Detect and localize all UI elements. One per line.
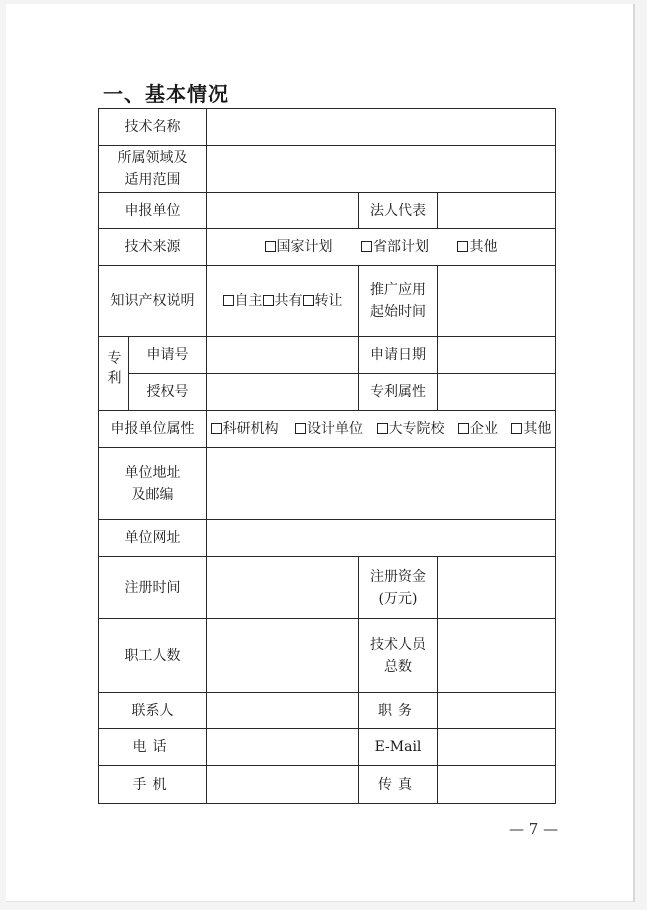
- label-tech-name: 技术名称: [99, 109, 207, 146]
- field-contact[interactable]: [207, 693, 359, 729]
- field-fax[interactable]: [438, 766, 556, 804]
- checkbox-enterprise[interactable]: 企业: [458, 418, 498, 440]
- checkbox-icon: [511, 423, 522, 434]
- field-tech-staff[interactable]: [438, 619, 556, 693]
- field-staff[interactable]: [207, 619, 359, 693]
- basic-info-form: [98, 108, 556, 804]
- tech-source-options: [207, 229, 556, 266]
- checkbox-national-plan[interactable]: 国家计划: [265, 236, 333, 258]
- field-mobile[interactable]: [207, 766, 359, 804]
- checkbox-ip-shared[interactable]: 共有: [263, 290, 303, 312]
- field-phone[interactable]: [207, 729, 359, 766]
- checkbox-icon: [457, 241, 468, 252]
- field-field-scope[interactable]: [207, 146, 556, 193]
- label-applicant: 申报单位: [99, 193, 207, 229]
- label-patent: 专利: [99, 337, 129, 411]
- document-page: [6, 4, 635, 902]
- label-field-scope: 所属领域及 适用范围: [99, 146, 207, 193]
- page-number: — 7 —: [509, 820, 559, 838]
- label-app-no: 申请号: [129, 337, 207, 374]
- unit-attr-options: [207, 411, 556, 448]
- field-app-date[interactable]: [438, 337, 556, 374]
- label-reg-capital: 注册资金 (万元): [359, 557, 438, 619]
- label-patent-attr: 专利属性: [359, 374, 438, 411]
- field-address[interactable]: [207, 448, 556, 520]
- label-unit-attr: 申报单位属性: [99, 411, 207, 448]
- label-position: 职务: [359, 693, 438, 729]
- label-staff: 职工人数: [99, 619, 207, 693]
- checkbox-provincial-plan[interactable]: 省部计划: [361, 236, 429, 258]
- checkbox-icon: [361, 241, 372, 252]
- checkbox-icon: [263, 295, 274, 306]
- checkbox-icon: [303, 295, 314, 306]
- field-website[interactable]: [207, 520, 556, 557]
- label-grant-no: 授权号: [129, 374, 207, 411]
- checkbox-icon: [377, 423, 388, 434]
- field-legal-rep[interactable]: [438, 193, 556, 229]
- checkbox-icon: [265, 241, 276, 252]
- label-app-date: 申请日期: [359, 337, 438, 374]
- field-promo-start[interactable]: [438, 266, 556, 337]
- field-reg-time[interactable]: [207, 557, 359, 619]
- field-position[interactable]: [438, 693, 556, 729]
- label-contact: 联系人: [99, 693, 207, 729]
- field-email[interactable]: [438, 729, 556, 766]
- ip-options: [207, 266, 359, 337]
- field-applicant[interactable]: [207, 193, 359, 229]
- field-reg-capital[interactable]: [438, 557, 556, 619]
- label-ip-desc: 知识产权说明: [99, 266, 207, 337]
- label-reg-time: 注册时间: [99, 557, 207, 619]
- label-legal-rep: 法人代表: [359, 193, 438, 229]
- label-tech-staff: 技术人员 总数: [359, 619, 438, 693]
- checkbox-design-unit[interactable]: 设计单位: [295, 418, 363, 440]
- label-website: 单位网址: [99, 520, 207, 557]
- checkbox-unit-other[interactable]: 其他: [511, 418, 551, 440]
- field-grant-no[interactable]: [207, 374, 359, 411]
- checkbox-icon: [211, 423, 222, 434]
- label-address: 单位地址 及邮编: [99, 448, 207, 520]
- checkbox-icon: [295, 423, 306, 434]
- label-fax: 传真: [359, 766, 438, 804]
- checkbox-research-institute[interactable]: 科研机构: [211, 418, 279, 440]
- checkbox-ip-own[interactable]: 自主: [223, 290, 263, 312]
- field-tech-name[interactable]: [207, 109, 556, 146]
- checkbox-icon: [458, 423, 469, 434]
- checkbox-university[interactable]: 大专院校: [377, 418, 445, 440]
- field-patent-attr[interactable]: [438, 374, 556, 411]
- field-app-no[interactable]: [207, 337, 359, 374]
- section-heading: 一、基本情况: [103, 82, 229, 106]
- label-email: E-Mail: [359, 729, 438, 766]
- checkbox-source-other[interactable]: 其他: [457, 236, 497, 258]
- label-mobile: 手机: [99, 766, 207, 804]
- label-promo-start: 推广应用 起始时间: [359, 266, 438, 337]
- label-phone: 电话: [99, 729, 207, 766]
- label-tech-source: 技术来源: [99, 229, 207, 266]
- checkbox-ip-transfer[interactable]: 转让: [303, 290, 343, 312]
- checkbox-icon: [223, 295, 234, 306]
